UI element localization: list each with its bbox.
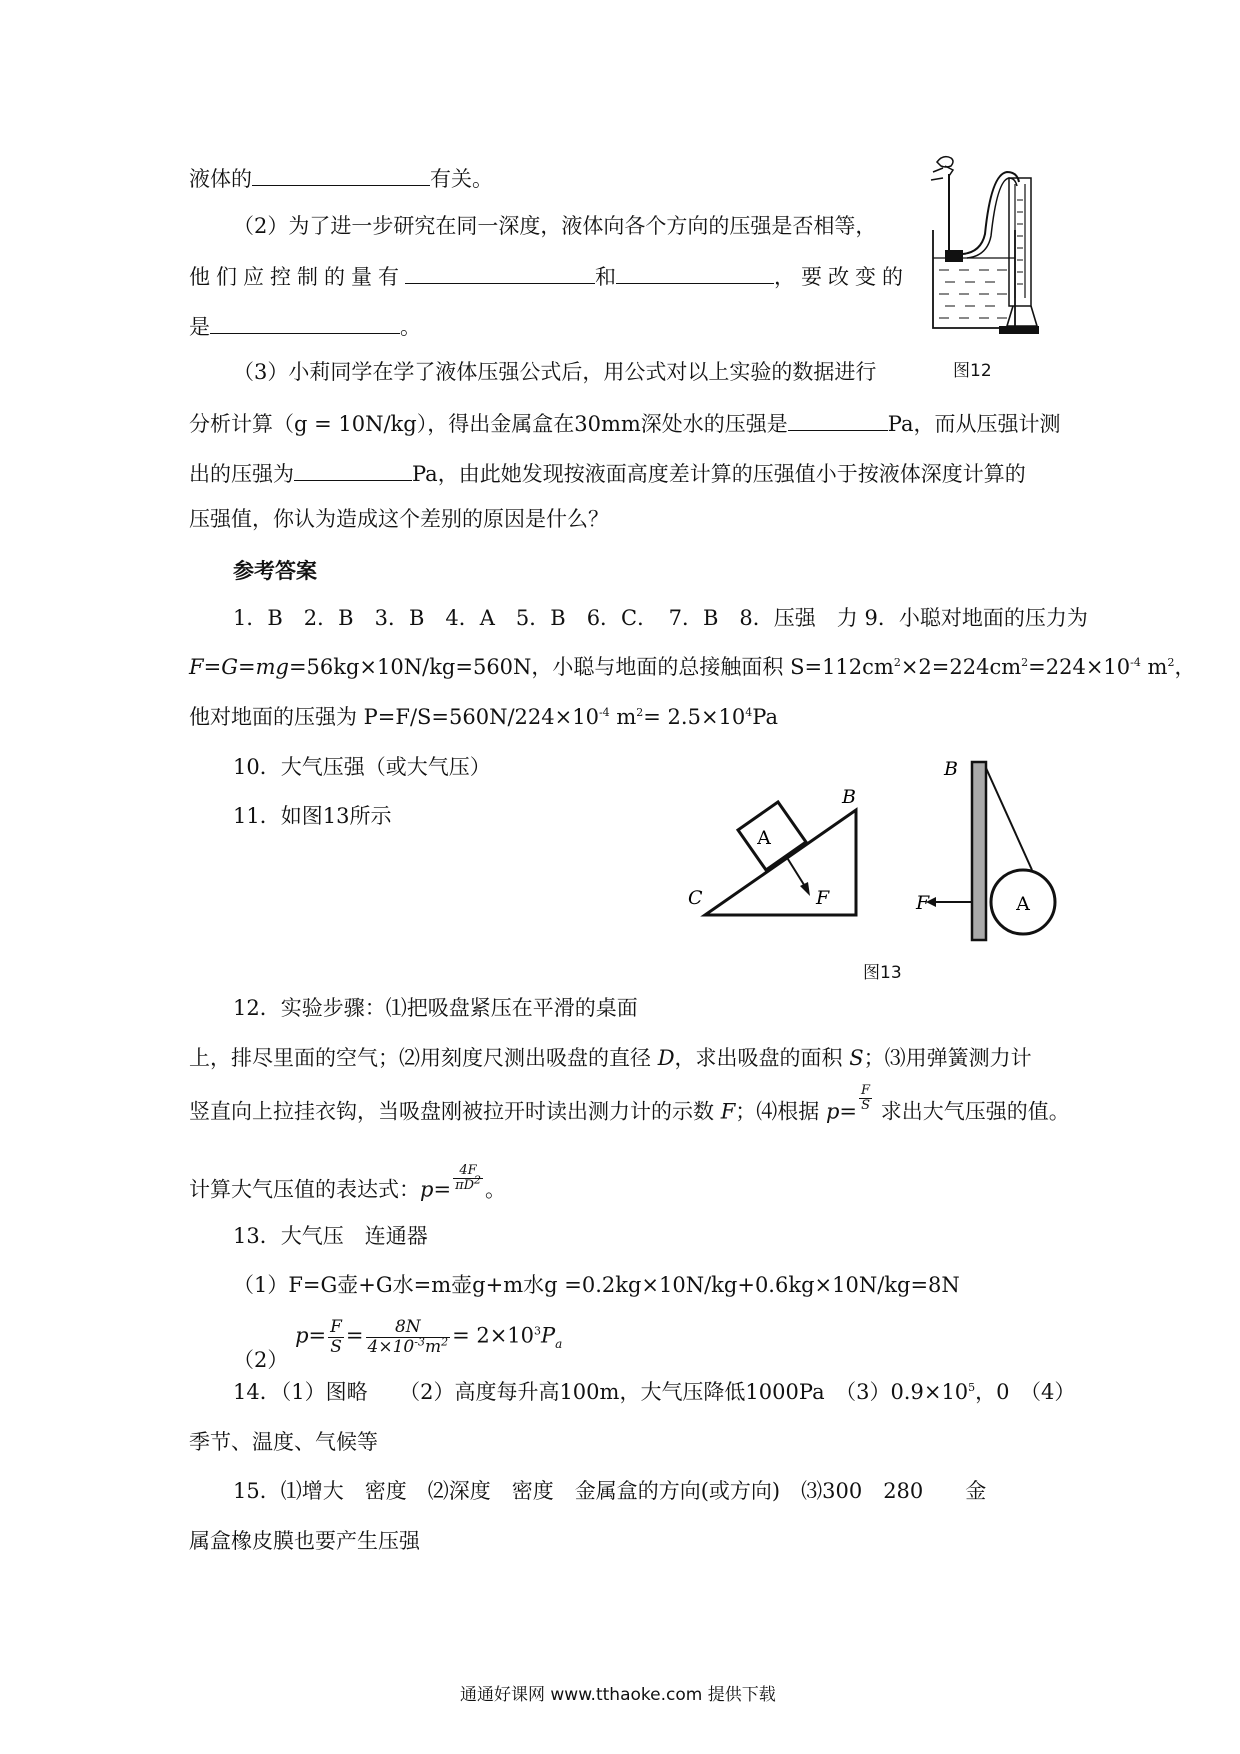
force-label-right: F [916,892,930,914]
figure-12 [925,150,1040,340]
page-footer: 通通好课网 www.tthaoke.com 提供下载 [460,1685,776,1705]
answer-line-15: 15．⑴增大 密度 ⑵深度 密度 金属盒的方向(或方向) ⑶300 280 金 [233,1479,987,1503]
answer-line-13-1: （1）F=G壶+G水=m壶g+m水g =0.2kg×10N/kg+0.6kg×10N/kg=8N [233,1273,960,1297]
answer-line-13-2: （2） p= $\frac{F}{S}$ = $\frac{8N}{4\times 10^{-3}m^2}$ = $2\times 10^3P_a$ [233,1317,563,1372]
answer-line-1: 1．B 2．B 3．B 4．A 5．B 6．C． 7．B 8．压强 力 9．小聪对地面的压力为 [233,606,1088,630]
answer-line-12b: 上，排尽里面的空气；⑵用刻度尺测出吸盘的直径 D，求出吸盘的面积 S；⑶用弹簧测力计 [189,1046,1032,1070]
incline-label-b: B [842,786,856,808]
blank-controlled-1[interactable] [405,263,595,284]
answer-line-14: 14．（1）图略 （2）高度每升高100m，大气压降低1000Pa $(3)0.9\times 10^5$，0 （4） [233,1380,1076,1404]
answer-line-11: 11．如图13所示 [233,804,392,828]
answer-line-2: F=G=mg=56kg×10N/kg=560N，小聪与地面的总接触面积 $S=112cm^2\times 2=224cm^2=224\times 10^{-4}$ $m^2$， [189,655,1196,679]
answer-line-10: 10．大气压强（或大气压） [233,755,491,779]
answer-line-12c: 竖直向上拉挂衣钩，当吸盘刚被拉开时读出测力计的示数 F；⑷根据 p= $\frac{F}{S}$ 求出大气压强的值。 [189,1083,1070,1124]
answers-heading: 参考答案 [233,558,317,583]
wall-label-b: B [944,758,958,780]
answer-line-12d: 计算大气压值的表达式：p= $\frac{4F}{\pi D^2}$ 。 [189,1163,507,1202]
force-label-left: F [816,887,830,909]
wall [972,762,986,940]
figure-13-caption: 图13 [863,963,902,983]
force-arrow-head [800,882,810,896]
answer-line-15b: 属盒橡皮膜也要产生压强 [189,1529,420,1553]
q-line-5: （3）小莉同学在学了液体压强公式后，用公式对以上实验的数据进行 [233,360,877,384]
answer-line-3: 他对地面的压强为 $P=F/S=560N/224\times 10^{-4}$ $m^2= 2.5\times 10^4Pa$ [189,705,778,729]
q-line-1: 液体的 有关。 [189,167,493,191]
blank-calc-pressure[interactable] [788,410,888,431]
fraction-8n-area: $\frac{8N}{4\times 10^{-3}m^2}$ [367,1317,449,1357]
fraction-f-over-s: $\frac{F}{S}$ [861,1083,871,1114]
q-line-3: 他们应控制的量有 和 ，要改变的 [189,265,909,289]
blank-changed[interactable] [210,313,400,334]
fraction-4f-over-pid2: $\frac{4F}{\pi D^2}$ [455,1163,482,1194]
figure-12-caption: 图12 [953,361,992,381]
q-line-6: 分析计算（g = 10N/kg），得出金属盒在30mm深处水的压强是 Pa，而从压强计测 [189,412,1061,436]
blank-measured-pressure[interactable] [294,460,412,481]
q-line-8: 压强值，你认为造成这个差别的原因是什么？ [189,507,609,531]
q-line-2: （2）为了进一步研究在同一深度，液体向各个方向的压强是否相等， [233,214,877,238]
q-line-7: 出的压强为 Pa，由此她发现按液面高度差计算的压强值小于按液体深度计算的 [189,462,1026,486]
fraction-f-s: $\frac{F}{S}$ [330,1317,342,1357]
figure-13 [680,750,1060,960]
q-line-4: 是 。 [189,315,421,339]
blank-controlled-2[interactable] [616,263,774,284]
ball-a-label: A [1016,893,1030,915]
incline-label-c: C [688,887,703,909]
blank-liquid-property[interactable] [252,165,430,186]
answer-line-12: 12．实验步骤：⑴把吸盘紧压在平滑的桌面 [233,996,638,1020]
block-a-label: A [757,827,771,849]
block-a [738,802,806,870]
answer-line-14b: 季节、温度、气候等 [189,1430,378,1454]
answer-line-13: 13．大气压 连通器 [233,1224,428,1248]
